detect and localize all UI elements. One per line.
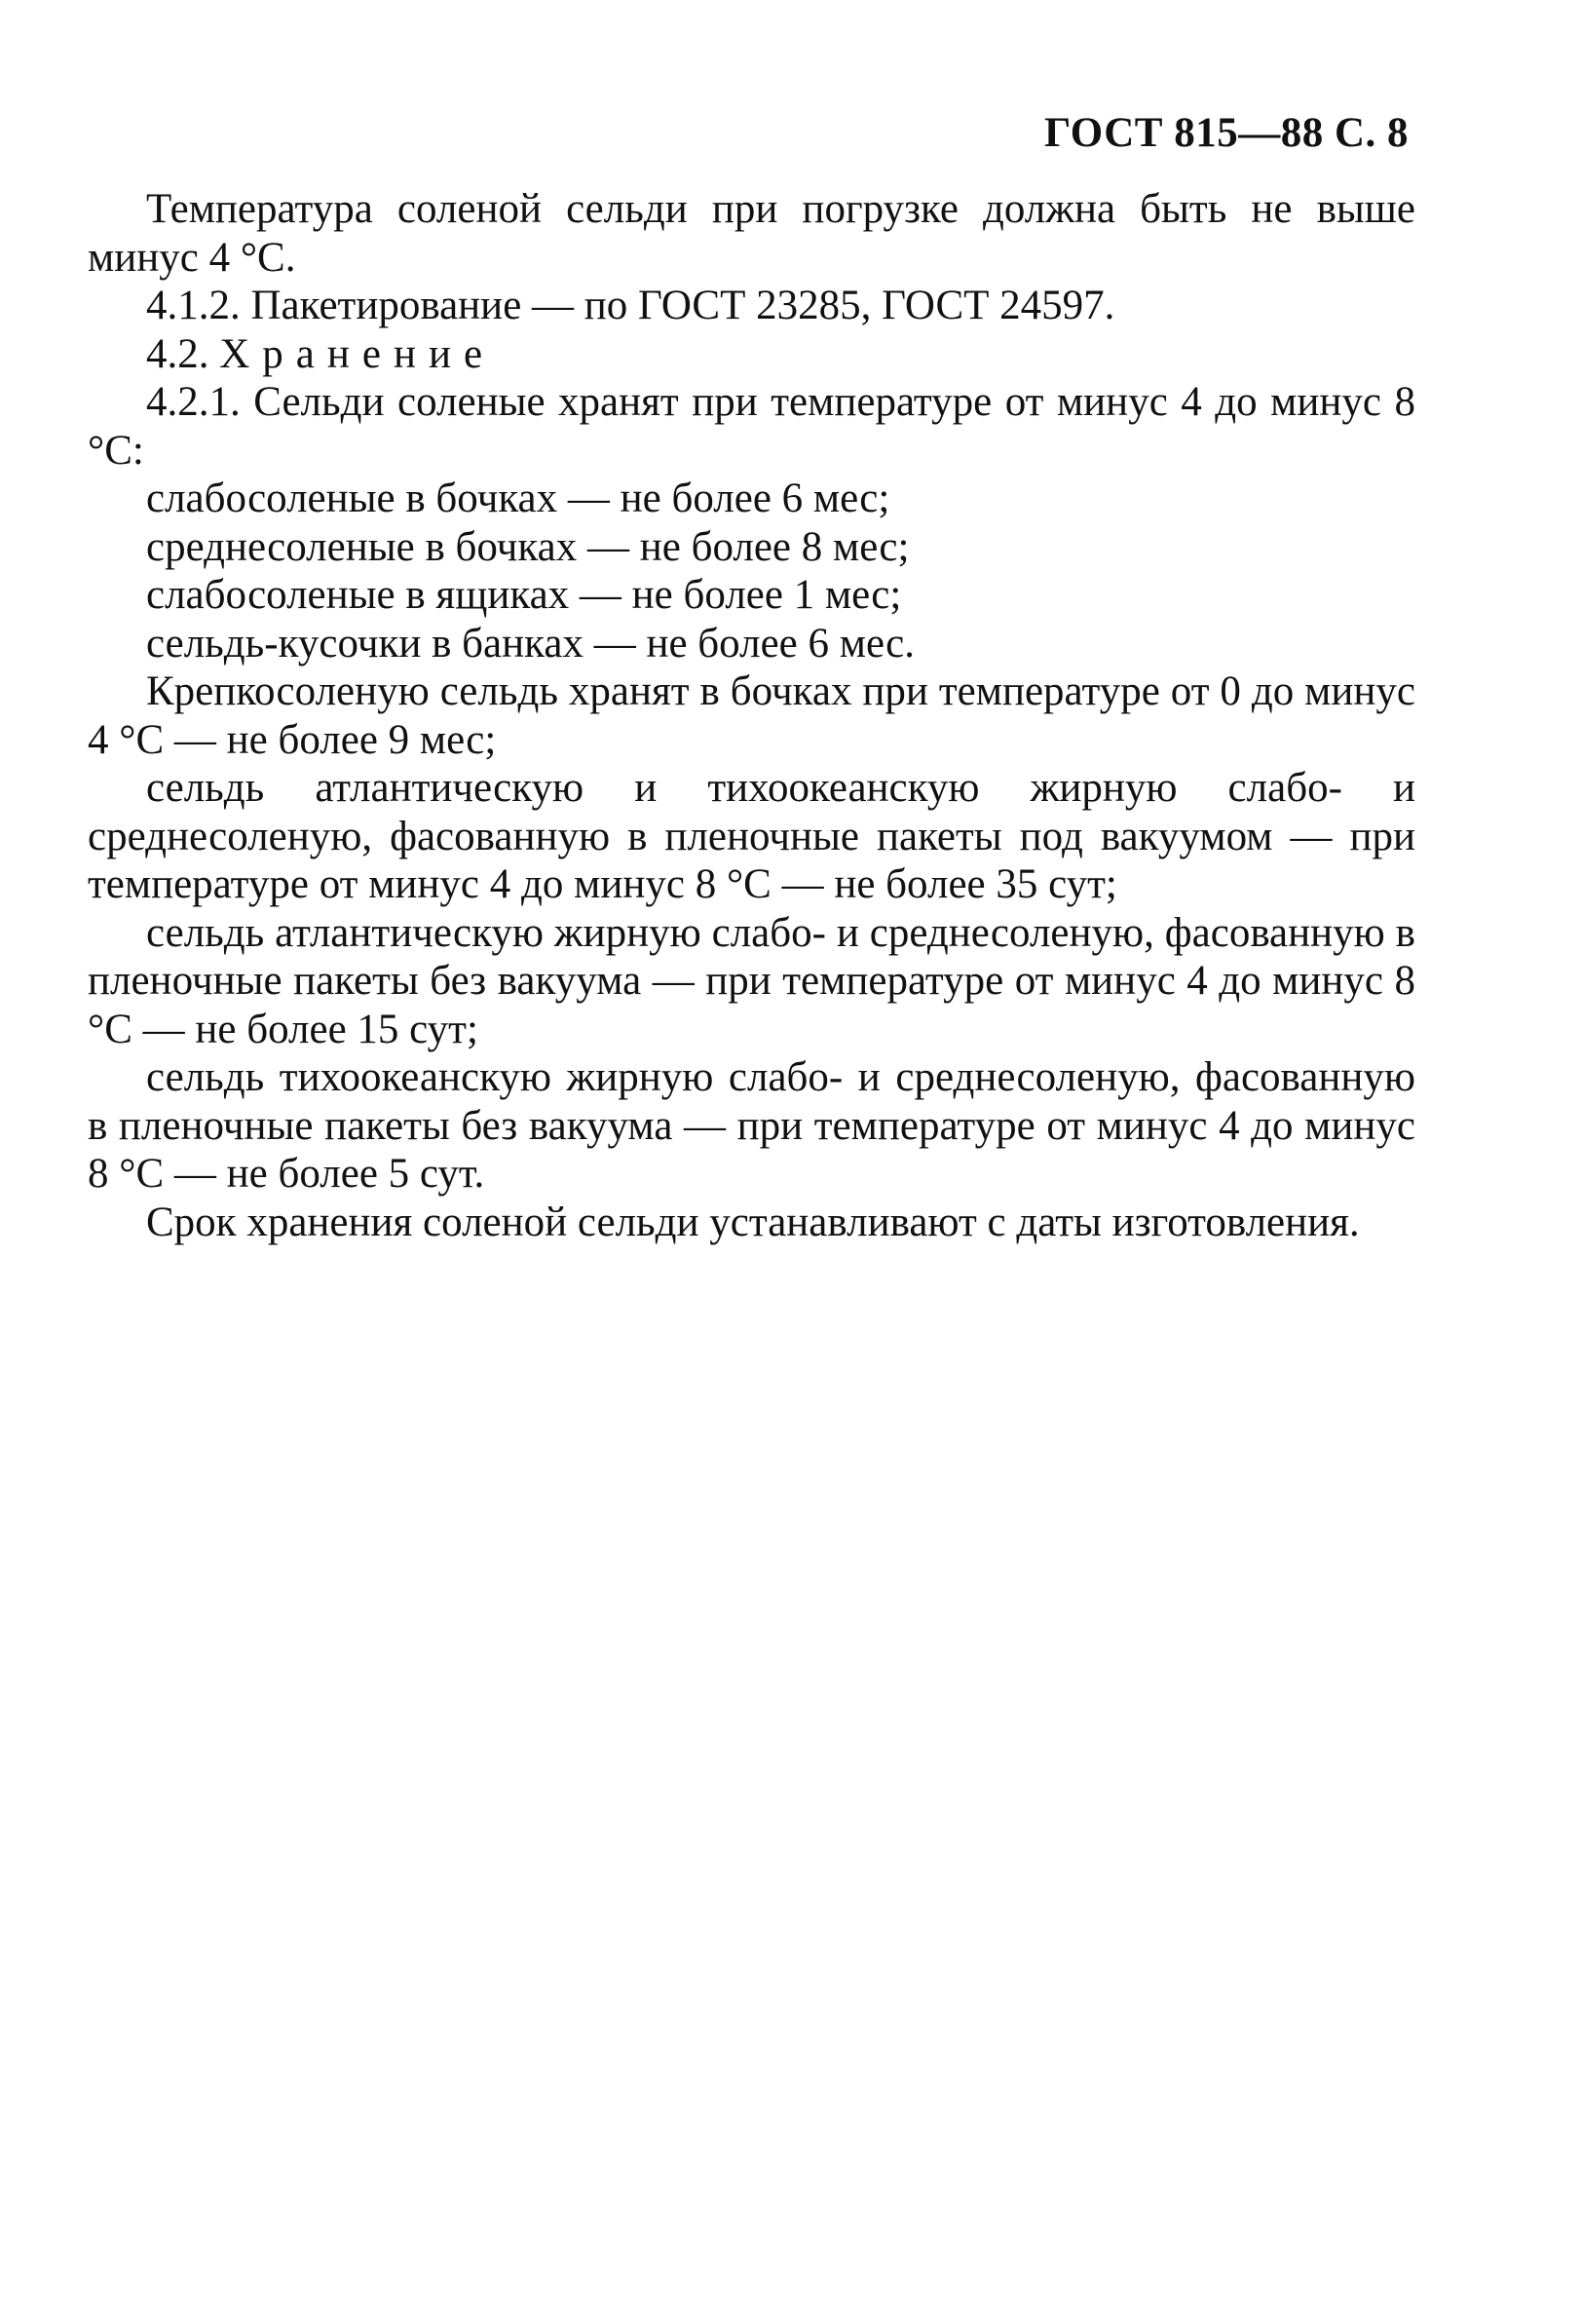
section-number: 4.2.	[146, 330, 209, 377]
paragraph-strongly-salted: Крепкосоленую сельдь хранят в бочках при температуре от 0 до минус 4 °С — не более 9 мес;	[88, 668, 1415, 763]
page-header: ГОСТ 815—88 С. 8	[1043, 110, 1409, 156]
paragraph-pacific-non-vacuum: сельдь тихоокеанскую жирную слабо- и среднесоленую, фасованную в пленочные пакеты без вакуума — при температуре от минус 4 до минус 8 °С — не более 5 сут.	[88, 1054, 1415, 1197]
paragraph-atlantic-non-vacuum: сельдь атлантическую жирную слабо- и среднесоленую, фасованную в пленочные пакеты без вакуума — при температуре от минус 4 до минус 8 °С — не более 15 сут;	[88, 909, 1415, 1052]
section-heading-storage	[88, 330, 1415, 379]
list-item: среднесоленые в бочках — не более 8 мес;	[146, 523, 910, 570]
section-title: Хранение	[219, 330, 496, 377]
paragraph-vacuum-packed: сельдь атлантическую и тихоокеанскую жирную слабо- и среднесоленую, фасованную в пленочные пакеты под вакуумом — при температуре от минус 4 до минус 8 °С — не более 35 сут;	[88, 765, 1415, 907]
paragraph-loading-temperature: Температура соленой сельди при погрузке должна быть не выше минус 4 °С.	[88, 186, 1415, 281]
list-item: слабосоленые в бочках — не более 6 мес;	[146, 476, 890, 521]
storage-list	[88, 475, 1415, 667]
list-item: слабосоленые в ящиках — не более 1 мес;	[146, 572, 902, 618]
document-body	[88, 185, 1415, 1246]
paragraph-storage-term: Срок хранения соленой сельди устанавливают с даты изготовления.	[146, 1199, 1360, 1245]
paragraph-storage-temperature: 4.2.1. Сельди соленые хранят при температуре от минус 4 до минус 8 °С:	[88, 379, 1415, 474]
paragraph-packaging: 4.1.2. Пакетирование — по ГОСТ 23285, ГОСТ 24597.	[146, 283, 1115, 328]
list-item: сельдь-кусочки в банках — не более 6 мес.	[146, 620, 915, 667]
